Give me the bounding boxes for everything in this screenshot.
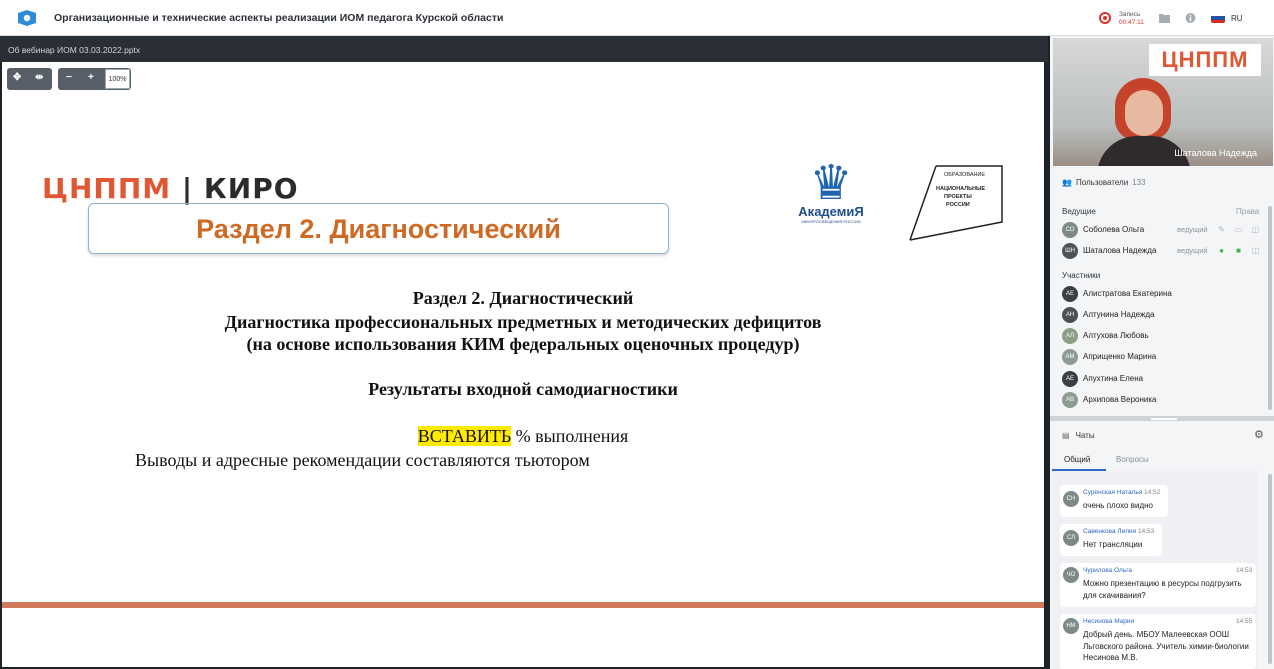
app-logo-icon[interactable] (16, 10, 38, 26)
avatar: АЕ (1062, 371, 1078, 387)
users-icon: 👥 (1062, 178, 1072, 187)
message-time: 14:53 (1236, 567, 1253, 574)
speaker-name: Шаталова Надежда (1174, 148, 1257, 158)
avatar: СО (1062, 222, 1078, 238)
top-bar (0, 0, 1274, 36)
slide-text-line-4: Результаты входной самодиагностики (368, 379, 678, 399)
slide (2, 62, 1044, 667)
participant-row[interactable] (1062, 327, 1260, 345)
chat-title: Чаты (1075, 431, 1095, 440)
tab-questions[interactable]: Вопросы (1116, 455, 1149, 464)
russian-flag-icon[interactable] (1211, 13, 1225, 23)
speaker-face (1125, 90, 1163, 136)
rights-label: Права (1236, 207, 1260, 216)
avatar: АН (1062, 307, 1078, 323)
message-author: Несинова Мария (1083, 618, 1135, 625)
slide-text-line-1: Раздел 2. Диагностический (412, 288, 634, 308)
np-line2: НАЦИОНАЛЬНЫЕ (936, 186, 986, 192)
avatar: АМ (1062, 349, 1078, 365)
avatar: АВ (1062, 392, 1078, 408)
host-row[interactable] (1062, 242, 1260, 260)
slide-text-line-6: Выводы и адресные рекомендации составляются тьютором (135, 450, 590, 470)
avatar: ЧО (1063, 567, 1079, 583)
slide-text-line-2: Диагностика профессиональных предметных и методических дефицитов (224, 312, 822, 332)
message-time: 14:52 (1144, 489, 1161, 496)
user-role: ведущий (1177, 246, 1208, 255)
chat-message (1060, 524, 1162, 556)
avatar: АЕ (1062, 286, 1078, 302)
chat-header[interactable] (1062, 431, 1095, 440)
academy-logo (794, 158, 868, 242)
user-name: Алтунина Надежда (1083, 310, 1155, 319)
zoom-in-button[interactable]: + (88, 72, 94, 83)
zoom-level[interactable]: 100% (105, 69, 130, 89)
insert-highlight: ВСТАВИТЬ (417, 426, 512, 446)
participant-row[interactable] (1062, 285, 1260, 303)
academy-name: АкадемиЯ (798, 204, 864, 219)
host-row[interactable] (1062, 221, 1260, 239)
user-name: Архипова Вероника (1083, 395, 1157, 404)
user-name: Соболева Ольга (1083, 225, 1145, 234)
national-projects-logo (908, 162, 1004, 242)
slide-text-line-3: (на основе использования КИМ федеральных оценочных процедур) (246, 334, 800, 354)
speaker-video[interactable] (1053, 38, 1273, 166)
zoom-out-button[interactable]: − (66, 72, 72, 83)
user-name: Алистратова Екатерина (1083, 289, 1172, 298)
eagle-emblem-icon: ♛ (809, 157, 853, 210)
user-name: Шаталова Надежда (1083, 246, 1157, 255)
mic-on-icon[interactable]: ● (1219, 246, 1224, 255)
webinar-title: Организационные и технические аспекты реализации ИОМ педагога Курской области (54, 12, 504, 24)
message-time: 14:53 (1138, 528, 1155, 535)
message-author: Чурилова Ольга (1083, 567, 1133, 574)
avatar: СН (1063, 491, 1079, 507)
message-time: 14:55 (1236, 618, 1253, 625)
np-line3: ПРОЕКТЫ (944, 194, 972, 200)
np-line4: РОССИИ (946, 202, 970, 208)
section-title-box (88, 203, 669, 254)
hosts-label: Ведущие (1062, 207, 1096, 216)
chat-settings-gear-icon[interactable]: ⚙ (1254, 429, 1264, 441)
info-icon[interactable] (1185, 13, 1196, 23)
folder-icon[interactable] (1159, 13, 1170, 23)
message-text: Нет трансляции (1083, 540, 1143, 549)
participant-row[interactable] (1062, 391, 1260, 409)
avatar: АЛ (1062, 328, 1078, 344)
participants-label: Участники (1062, 271, 1101, 280)
insert-rest: % выполнения (511, 426, 629, 446)
video-brand-sign: ЦНППМ (1149, 44, 1261, 76)
chat-message (1060, 485, 1168, 517)
move-icon[interactable]: ✥ (13, 72, 22, 83)
avatar: СЛ (1063, 530, 1079, 546)
academy-subtitle: МИНПРОСВЕЩЕНИЯ РОССИИ (801, 219, 861, 224)
user-name: Априщенко Марина (1083, 352, 1157, 361)
tab-general[interactable]: Общий (1064, 455, 1091, 464)
users-title: Пользователи (1075, 178, 1129, 187)
participant-row[interactable] (1062, 370, 1260, 388)
message-text: Добрый день. МБОУ Малеевская ООШ Льговского района. Учитель химии-биологии Несинова М.В. (1083, 630, 1249, 662)
camera-off-icon[interactable]: ▭ (1234, 225, 1243, 234)
participant-row[interactable] (1062, 306, 1260, 324)
avatar: НМ (1063, 618, 1079, 634)
message-text: Можно презентацию в ресурсы подгрузить для скачивания? (1083, 579, 1242, 600)
user-name: Алтухова Любовь (1083, 331, 1149, 340)
cnppm-kiro-logo: ЦНППМ | КИРО (42, 172, 299, 205)
slide-accent-line (2, 602, 1044, 608)
user-name: Апухтина Елена (1083, 374, 1144, 383)
screen-off-icon[interactable]: ◫ (1251, 246, 1260, 255)
record-label: Запись (1119, 11, 1141, 18)
user-role: ведущий (1177, 225, 1208, 234)
message-author: Савенкова Лилия (1083, 528, 1137, 535)
users-count: 133 (1132, 178, 1146, 187)
users-header[interactable] (1062, 178, 1146, 187)
language-selector[interactable]: RU (1231, 14, 1243, 23)
message-text: очень плохо видно (1083, 501, 1153, 510)
section-title: Раздел 2. Диагностический (196, 214, 561, 244)
chat-message (1060, 614, 1256, 669)
presentation-file-name: Об вебинар ИОМ 03.03.2022.pptx (8, 45, 141, 55)
panel-resize-handle[interactable] (1050, 416, 1274, 421)
slide-text-line-5 (2, 426, 1044, 447)
presentation-header (0, 36, 1048, 62)
record-time: 00:47:11 (1119, 19, 1144, 26)
message-author: Суренская Наталья (1083, 489, 1143, 496)
chat-message (1060, 563, 1256, 607)
screen-off-icon[interactable]: ◫ (1251, 225, 1260, 234)
users-scrollbar[interactable] (1268, 206, 1272, 410)
record-icon[interactable] (1099, 12, 1111, 24)
camera-on-icon[interactable]: ■ (1236, 246, 1241, 255)
chat-icon: ▤ (1062, 431, 1070, 440)
participant-row[interactable] (1062, 348, 1260, 366)
chat-scrollbar[interactable] (1268, 474, 1272, 664)
np-line1: ОБРАЗОВАНИЕ (944, 172, 986, 178)
pan-controls (7, 68, 52, 90)
mic-off-icon[interactable]: ✎ (1218, 225, 1225, 234)
fit-icon[interactable]: ⇹ (35, 72, 44, 83)
avatar: ШН (1062, 243, 1078, 259)
